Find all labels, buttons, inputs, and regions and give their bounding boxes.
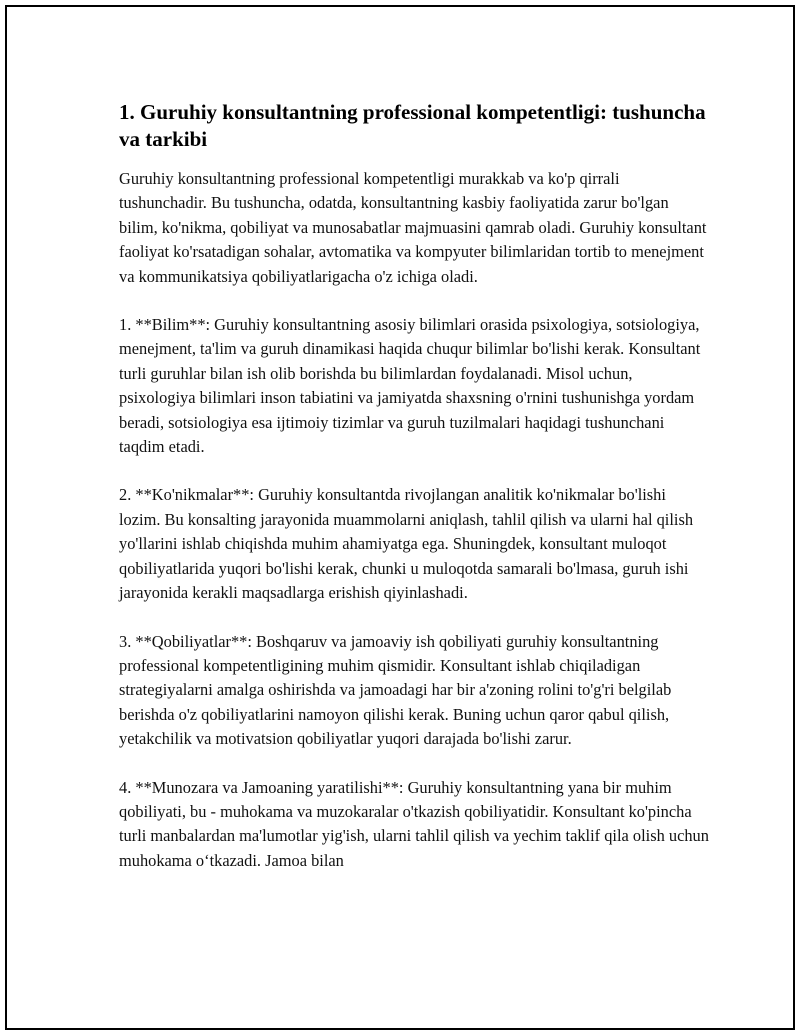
paragraph-bilim: 1. **Bilim**: Guruhiy konsultantning asosiy bilimlari orasida psixologiya, sotsiologiya, menejment, ta'lim va guruh dinamikasi haqida chuqur bilimlar bo'lishi kerak. Konsultant turli guruhlar bilan ish olib borishda bu bilimlardan foydalanadi. Misol uchun, psixologiya bilimlari inson tabiatini va jamiyatda shaxsning o'rnini tushunishga yordam beradi, sotsiologiya esa ijtimoiy tizimlar va guruh tuzilmalari haqidagi tushunchani taqdim etadi.: [119, 315, 701, 457]
paragraph-munozara: 4. **Munozara va Jamoaning yaratilishi**: Guruhiy konsultantning yana bir muhim qobiliyati, bu - muhokama va muzokaralar o'tkazish qobiliyatidir. Konsultant ko'pincha turli manbalardan ma'lumotlar yig'ish, ularni tahlil qilish va yechim taklif qila olish uchun muhokama o‘tkazadi. Jamoa bilan: [119, 777, 709, 870]
document-page: [5, 5, 795, 1030]
section-heading: 1. Guruhiy konsultantning professional kompetentligi: tushuncha va tarkibi: [119, 100, 706, 151]
document-content: [119, 99, 709, 897]
paragraph-qobiliyatlar: 3. **Qobiliyatlar**: Boshqaruv va jamoaviy ish qobiliyati guruhiy konsultantning professional kompetentligining muhim qismidir. Konsultant ishlab chiqiladigan strategiyalarni amalga oshirishda va jamoadagi har bir a'zoning rolini to'g'ri belgilab berishda o'z qobiliyatlarini namoyon qilishi kerak. Buning uchun qaror qabul qilish, yetakchilik va motivatsion qobiliyatlar yuqori darajada bo'lishi zarur.: [119, 631, 672, 749]
paragraph-intro: Guruhiy konsultantning professional kompetentligi murakkab va ko'p qirrali tushunchadir. Bu tushuncha, odatda, konsultantning kasbiy faoliyatida zarur bo'lgan bilim, ko'nikma, qobiliyat va munosabatlar majmuasini qamrab oladi. Guruhiy konsultant faoliyat ko'rsatadigan sohalar, avtomatika va kompyuter bilimlaridan tortib to menejment va kommunikatsiya qobiliyatlarigacha o'z ichiga oladi.: [119, 169, 707, 286]
paragraph-konikmalar: 2. **Ko'nikmalar**: Guruhiy konsultantda rivojlangan analitik ko'nikmalar bo'lishi lozim. Bu konsalting jarayonida muammolarni aniqlash, tahlil qilish va ularni hal qilish yo'llarini ishlab chiqishda muhim ahamiyatga ega. Shuningdek, konsultant muloqot qobiliyatlarida yuqori bo'lishi kerak, chunki u muloqotda samarali bo'lmasa, guruh ishi jarayonida kerakli maqsadlarga erishish qiyinlashadi.: [119, 485, 694, 603]
